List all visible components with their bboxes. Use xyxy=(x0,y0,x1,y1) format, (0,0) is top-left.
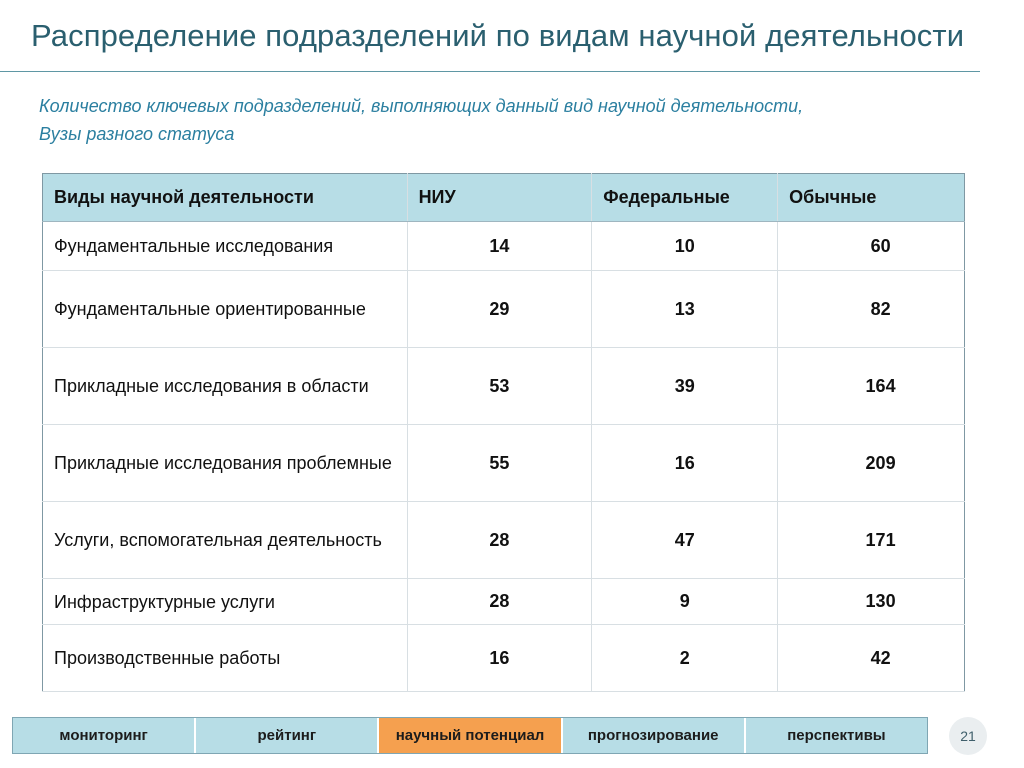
activity-name: Инфраструктурные услуги xyxy=(43,579,408,625)
activity-table xyxy=(42,173,965,692)
section-navbar xyxy=(12,717,928,754)
nav-item-rating[interactable]: рейтинг xyxy=(196,718,379,753)
nav-item-scientific-potential[interactable]: научный потенциал xyxy=(379,718,562,753)
niu-value: 14 xyxy=(407,222,592,271)
title-divider xyxy=(0,71,980,72)
column-header-activity: Виды научной деятельности xyxy=(43,174,408,222)
table-row xyxy=(43,222,965,271)
nav-item-monitoring[interactable]: мониторинг xyxy=(13,718,196,753)
regular-value: 164 xyxy=(778,348,965,425)
table-row xyxy=(43,271,965,348)
activity-name: Производственные работы xyxy=(43,625,408,692)
niu-value: 28 xyxy=(407,502,592,579)
niu-value: 28 xyxy=(407,579,592,625)
nav-item-prospects[interactable]: перспективы xyxy=(746,718,927,753)
activity-name: Услуги, вспомогательная деятельность xyxy=(43,502,408,579)
federal-value: 16 xyxy=(592,425,778,502)
activity-name: Фундаментальные ориентированные xyxy=(43,271,408,348)
subtitle xyxy=(39,92,989,148)
regular-value: 130 xyxy=(778,579,965,625)
activity-name: Прикладные исследования проблемные xyxy=(43,425,408,502)
niu-value: 55 xyxy=(407,425,592,502)
subtitle-line-2: Вузы разного статуса xyxy=(39,124,235,144)
table-row xyxy=(43,502,965,579)
federal-value: 39 xyxy=(592,348,778,425)
niu-value: 53 xyxy=(407,348,592,425)
niu-value: 29 xyxy=(407,271,592,348)
regular-value: 171 xyxy=(778,502,965,579)
federal-value: 2 xyxy=(592,625,778,692)
page-title: Распределение подразделений по видам научной деятельности xyxy=(31,18,965,53)
niu-value: 16 xyxy=(407,625,592,692)
table-row xyxy=(43,625,965,692)
regular-value: 42 xyxy=(778,625,965,692)
regular-value: 82 xyxy=(778,271,965,348)
subtitle-line-1: Количество ключевых подразделений, выполняющих данный вид научной деятельности, xyxy=(39,96,804,116)
federal-value: 9 xyxy=(592,579,778,625)
table-row xyxy=(43,425,965,502)
nav-item-forecasting[interactable]: прогнозирование xyxy=(563,718,746,753)
activity-name: Фундаментальные исследования xyxy=(43,222,408,271)
page-number-badge: 21 xyxy=(949,717,987,755)
federal-value: 47 xyxy=(592,502,778,579)
column-header-federal: Федеральные xyxy=(592,174,778,222)
federal-value: 10 xyxy=(592,222,778,271)
regular-value: 209 xyxy=(778,425,965,502)
activity-name: Прикладные исследования в области xyxy=(43,348,408,425)
column-header-regular: Обычные xyxy=(778,174,965,222)
table-header-row xyxy=(43,174,965,222)
column-header-niu: НИУ xyxy=(407,174,592,222)
regular-value: 60 xyxy=(778,222,965,271)
table-row xyxy=(43,348,965,425)
federal-value: 13 xyxy=(592,271,778,348)
table-row xyxy=(43,579,965,625)
